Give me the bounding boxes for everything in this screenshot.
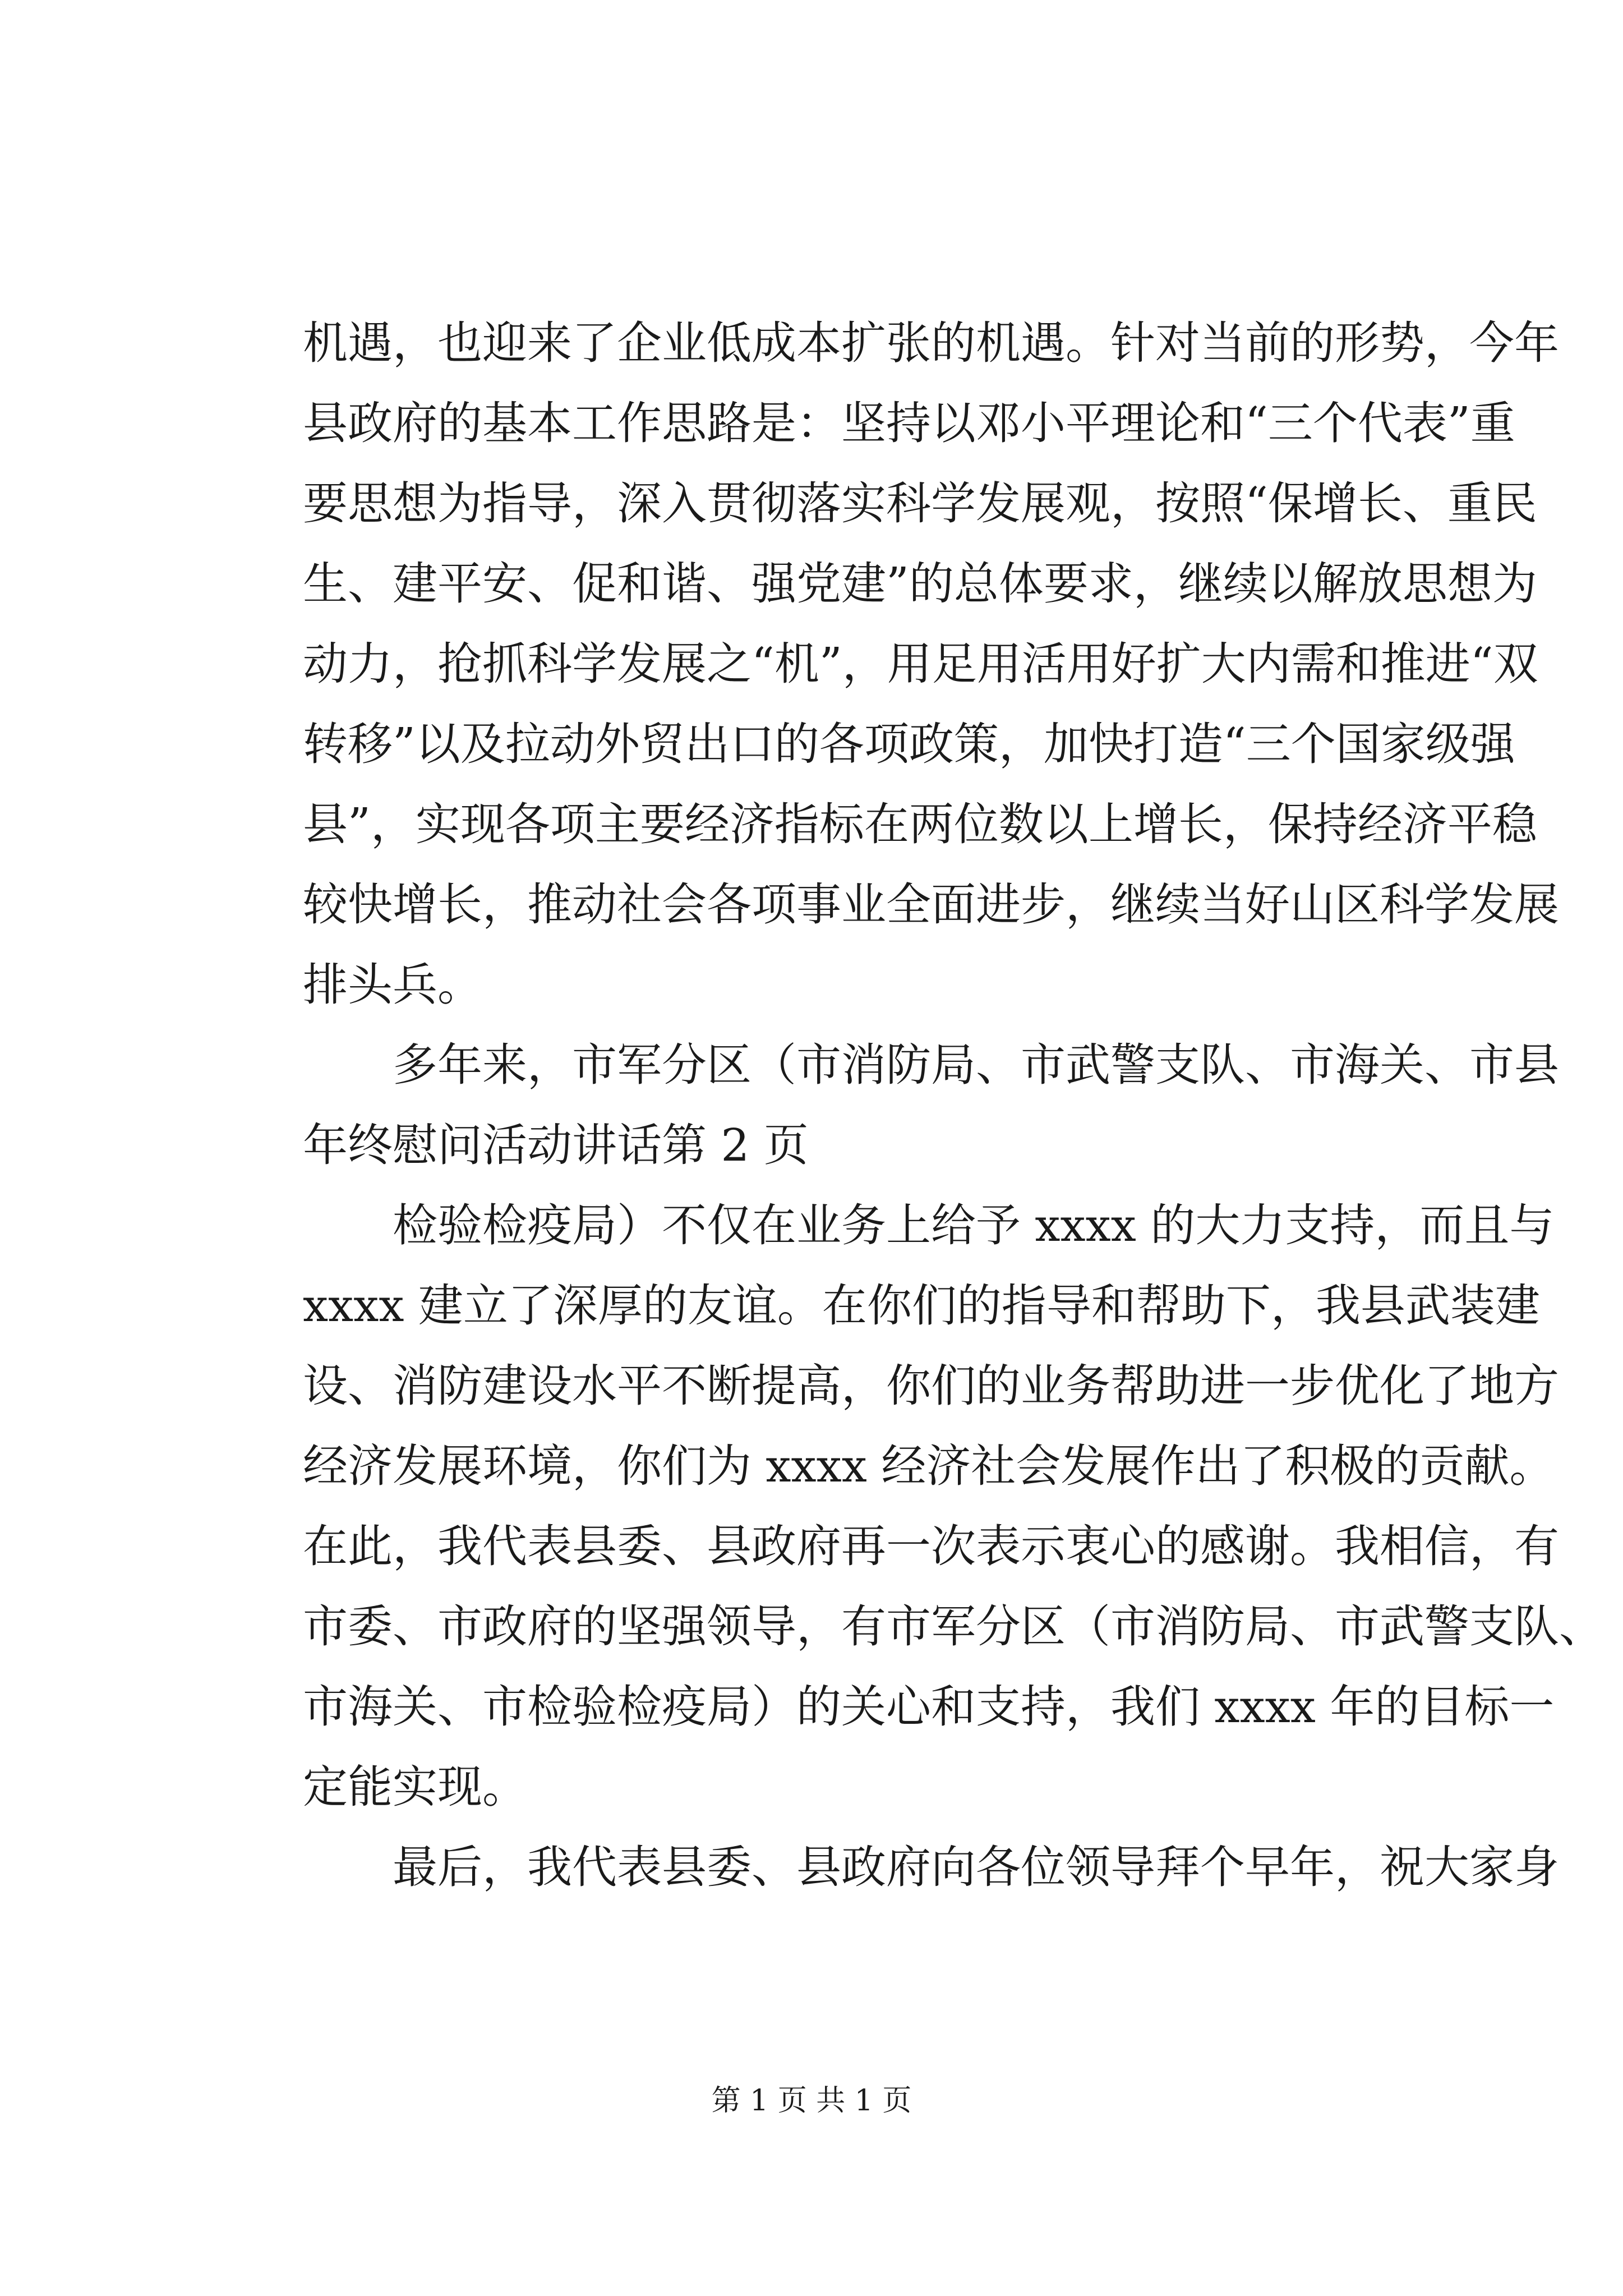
text-line: 要思想为指导，深入贯彻落实科学发展观，按照“保增长、重民 [303, 477, 1537, 530]
text-line: 较快增长，推动社会各项事业全面进步，继续当好山区科学发展 [303, 878, 1559, 931]
text-line: 年终慰问活动讲话第 2 页 [303, 1119, 809, 1171]
text-line: 最后，我代表县委、县政府向各位领导拜个早年，祝大家身 [393, 1841, 1559, 1893]
text-line: 在此，我代表县委、县政府再一次表示衷心的感谢。我相信，有 [303, 1520, 1559, 1572]
text-line: 县政府的基本工作思路是：坚持以邓小平理论和“三个代表”重 [303, 397, 1515, 449]
text-line: 检验检疫局）不仅在业务上给予 xxxx 的大力支持，而且与 [393, 1199, 1555, 1251]
paragraph-4 [303, 1827, 1559, 1907]
page-footer: 第 1 页 共 1 页 [711, 2084, 912, 2118]
document-body [303, 303, 1604, 1907]
text-line: 机遇，也迎来了企业低成本扩张的机遇。针对当前的形势，今年 [303, 317, 1559, 369]
text-line: 多年来，市军分区（市消防局、市武警支队、市海关、市县 [393, 1039, 1559, 1091]
text-line: 动力，抢抓科学发展之“机”，用足用活用好扩大内需和推进“双 [303, 638, 1538, 690]
text-line: 设、消防建设水平不断提高，你们的业务帮助进一步优化了地方 [303, 1360, 1559, 1412]
text-line: 县”，实现各项主要经济指标在两位数以上增长，保持经济平稳 [303, 798, 1537, 850]
text-line: 转移”以及拉动外贸出口的各项政策，加快打造“三个国家级强 [303, 718, 1515, 770]
text-line: 经济发展环境，你们为 xxxx 经济社会发展作出了积极的贡献。 [303, 1440, 1555, 1492]
text-line: xxxx 建立了深厚的友谊。在你们的指导和帮助下，我县武装建 [303, 1280, 1540, 1332]
text-line: 生、建平安、促和谐、强党建”的总体要求，继续以解放思想为 [303, 558, 1537, 610]
paragraph-1 [303, 303, 1559, 1025]
paragraph-2 [303, 1025, 1559, 1185]
paragraph-3 [303, 1185, 1604, 1827]
text-line: 市委、市政府的坚强领导，有市军分区（市消防局、市武警支队、 [303, 1600, 1604, 1653]
text-line: 定能实现。 [303, 1761, 527, 1813]
text-line: 排头兵。 [303, 959, 482, 1011]
text-line: 市海关、市检验检疫局）的关心和支持，我们 xxxx 年的目标一 [303, 1681, 1555, 1733]
